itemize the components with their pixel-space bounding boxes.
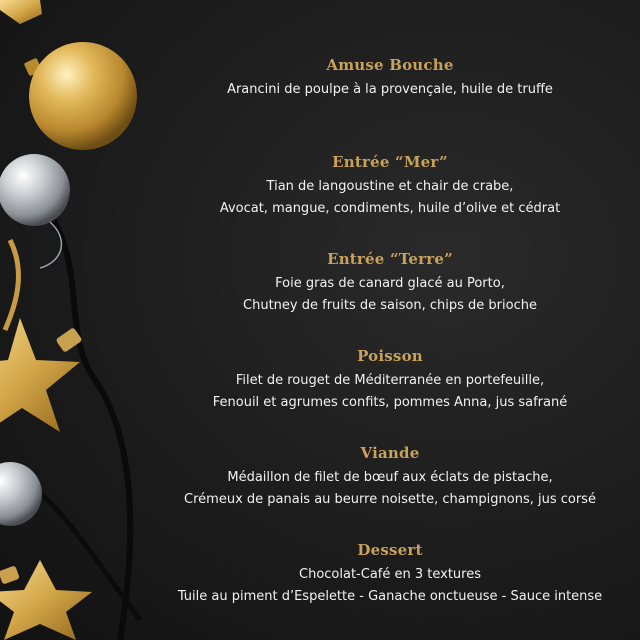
course-dessert <box>170 540 610 637</box>
course-entree-mer <box>170 152 610 249</box>
gold-star-top <box>0 0 42 24</box>
course-description: Tuile au piment d’Espelette - Ganache onctueuse - Sauce intense <box>177 589 603 604</box>
course-title: Amuse Bouche <box>326 56 454 74</box>
course-description: Arancini de poulpe à la provençale, huile de truffe <box>227 82 553 97</box>
course-description: Chutney de fruits de saison, chips de brioche <box>243 298 537 313</box>
course-entree-terre <box>170 249 610 346</box>
course-viande <box>170 443 610 540</box>
course-description: Crémeux de panais au beurre noisette, champignons, jus corsé <box>184 492 596 507</box>
course-title: Entrée “Mer” <box>332 153 448 171</box>
silver-ornament-ball <box>0 154 70 268</box>
gold-ornament-ball <box>24 42 137 150</box>
course-amuse-bouche <box>170 55 610 152</box>
course-title: Viande <box>360 444 420 462</box>
course-description: Chocolat-Café en 3 textures <box>299 567 481 582</box>
gold-star-bottom <box>0 560 92 640</box>
course-poisson <box>170 346 610 443</box>
course-description: Filet de rouget de Méditerranée en portefeuille, <box>235 373 545 388</box>
menu <box>170 55 610 637</box>
course-title: Entrée “Terre” <box>327 250 453 268</box>
course-title: Poisson <box>357 347 423 365</box>
course-description: Médaillon de filet de bœuf aux éclats de pistache, <box>227 470 553 485</box>
course-description: Fenouil et agrumes confits, pommes Anna, jus safrané <box>212 395 568 410</box>
course-description: Tian de langoustine et chair de crabe, <box>266 179 514 194</box>
course-description: Foie gras de canard glacé au Porto, <box>275 276 505 291</box>
course-title: Dessert <box>357 541 423 559</box>
course-description: Avocat, mangue, condiments, huile d’olive et cédrat <box>219 201 561 216</box>
gold-ribbon <box>5 240 18 330</box>
silver-ornament-ball-lower <box>0 462 42 526</box>
gold-star-ornament <box>0 318 83 432</box>
